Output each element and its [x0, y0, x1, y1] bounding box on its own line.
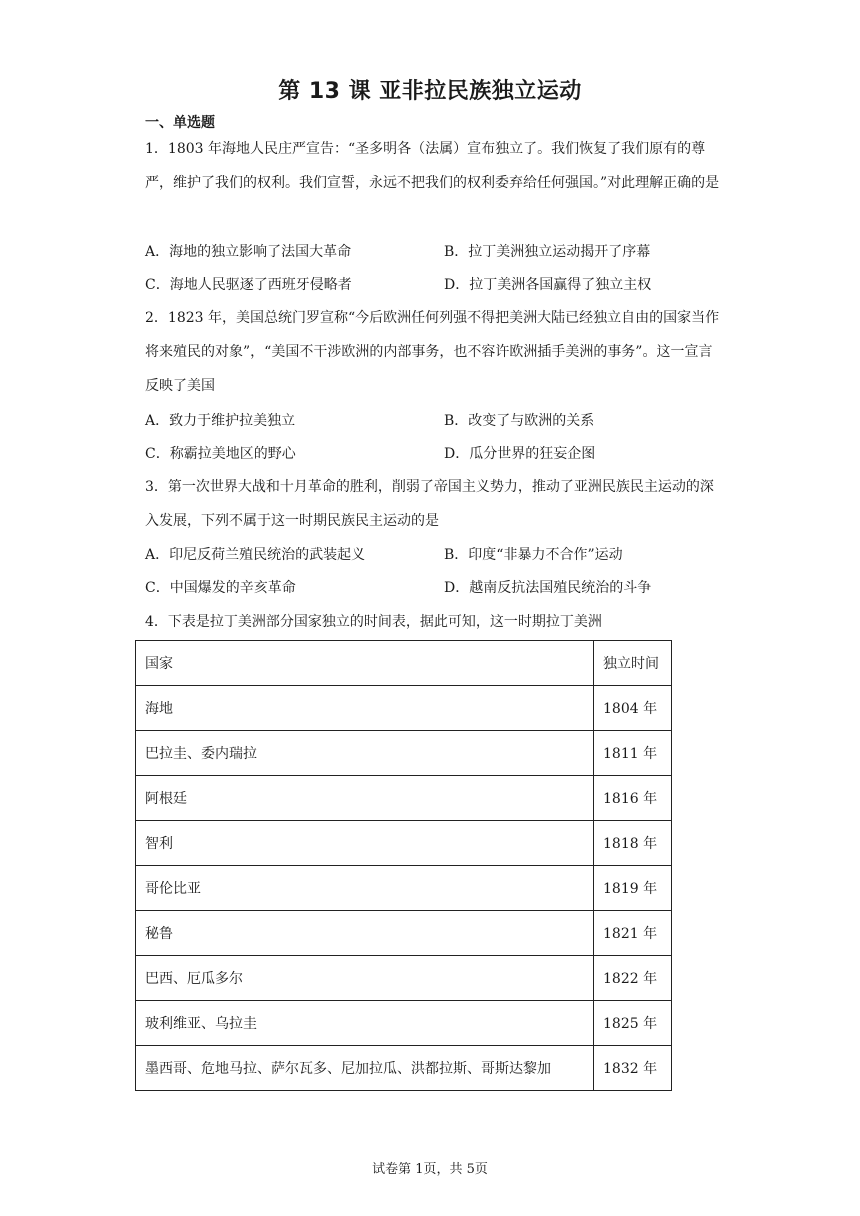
table-cell-year: 1816 年 — [594, 776, 672, 821]
section-heading: 一、单选题 — [145, 115, 215, 131]
table-row — [136, 911, 672, 956]
table-row — [136, 731, 672, 776]
table-cell-year: 1818 年 — [594, 821, 672, 866]
question-2-stem: 2．1823 年，美国总统门罗宣称“今后欧洲任何列强不得把美洲大陆已经独立自由的国家当作将来殖民的对象”，“美国不干涉欧洲的内部事务，也不容许欧洲插手美洲的事务”。这一宣言反映了美国 — [145, 310, 720, 394]
question-3-option-a: A．印尼反荷兰殖民统治的武装起义 — [145, 547, 366, 563]
table-row — [136, 776, 672, 821]
table-row — [136, 956, 672, 1001]
table-cell-country: 阿根廷 — [136, 776, 594, 821]
table-row — [136, 866, 672, 911]
question-2-option-a: A．致力于维护拉美独立 — [145, 413, 296, 429]
table-cell-country: 墨西哥、危地马拉、萨尔瓦多、尼加拉瓜、洪都拉斯、哥斯达黎加 — [136, 1046, 594, 1091]
table-header-country: 国家 — [136, 641, 594, 686]
table-cell-year: 1832 年 — [594, 1046, 672, 1091]
table-header-row — [136, 641, 672, 686]
question-1-option-d: D．拉丁美洲各国赢得了独立主权 — [444, 277, 652, 293]
table-row — [136, 1046, 672, 1091]
question-1-option-c: C．海地人民驱逐了西班牙侵略者 — [145, 277, 352, 293]
table-header-year: 独立时间 — [594, 641, 672, 686]
independence-table — [135, 640, 672, 1091]
table-cell-year: 1819 年 — [594, 866, 672, 911]
table-cell-country: 巴西、厄瓜多尔 — [136, 956, 594, 1001]
table-cell-country: 玻利维亚、乌拉圭 — [136, 1001, 594, 1046]
table-cell-country: 海地 — [136, 686, 594, 731]
question-1-option-b: B．拉丁美洲独立运动揭开了序幕 — [444, 244, 651, 260]
question-1-option-a: A．海地的独立影响了法国大革命 — [145, 244, 352, 260]
table-cell-year: 1804 年 — [594, 686, 672, 731]
question-2-option-b: B．改变了与欧洲的关系 — [444, 413, 595, 429]
table-cell-year: 1822 年 — [594, 956, 672, 1001]
question-3-option-c: C．中国爆发的辛亥革命 — [145, 580, 296, 596]
question-3-option-b: B．印度“非暴力不合作”运动 — [444, 547, 623, 563]
question-2-option-d: D．瓜分世界的狂妄企图 — [444, 446, 596, 462]
page-footer: 试卷第 1页，共 5页 — [372, 1162, 488, 1177]
table-cell-country: 智利 — [136, 821, 594, 866]
page-title: 第 13 课 亚非拉民族独立运动 — [278, 79, 582, 104]
table-row — [136, 686, 672, 731]
question-4-stem: 4．下表是拉丁美洲部分国家独立的时间表，据此可知，这一时期拉丁美洲 — [145, 614, 602, 630]
table-row — [136, 821, 672, 866]
table-cell-country: 秘鲁 — [136, 911, 594, 956]
question-2-option-c: C．称霸拉美地区的野心 — [145, 446, 296, 462]
table-cell-year: 1811 年 — [594, 731, 672, 776]
table-cell-year: 1825 年 — [594, 1001, 672, 1046]
question-1-stem: 1．1803 年海地人民庄严宣告：“圣多明各（法属）宣布独立了。我们恢复了我们原有的尊严，维护了我们的权利。我们宣誓，永远不把我们的权利委弃给任何强国。”对此理解正确的是 — [145, 141, 720, 191]
table-cell-year: 1821 年 — [594, 911, 672, 956]
question-3-option-d: D．越南反抗法国殖民统治的斗争 — [444, 580, 652, 596]
question-3-stem: 3．第一次世界大战和十月革命的胜利，削弱了帝国主义势力，推动了亚洲民族民主运动的深入发展，下列不属于这一时期民族民主运动的是 — [145, 479, 714, 529]
table-row — [136, 1001, 672, 1046]
table-cell-country: 哥伦比亚 — [136, 866, 594, 911]
table-cell-country: 巴拉圭、委内瑞拉 — [136, 731, 594, 776]
